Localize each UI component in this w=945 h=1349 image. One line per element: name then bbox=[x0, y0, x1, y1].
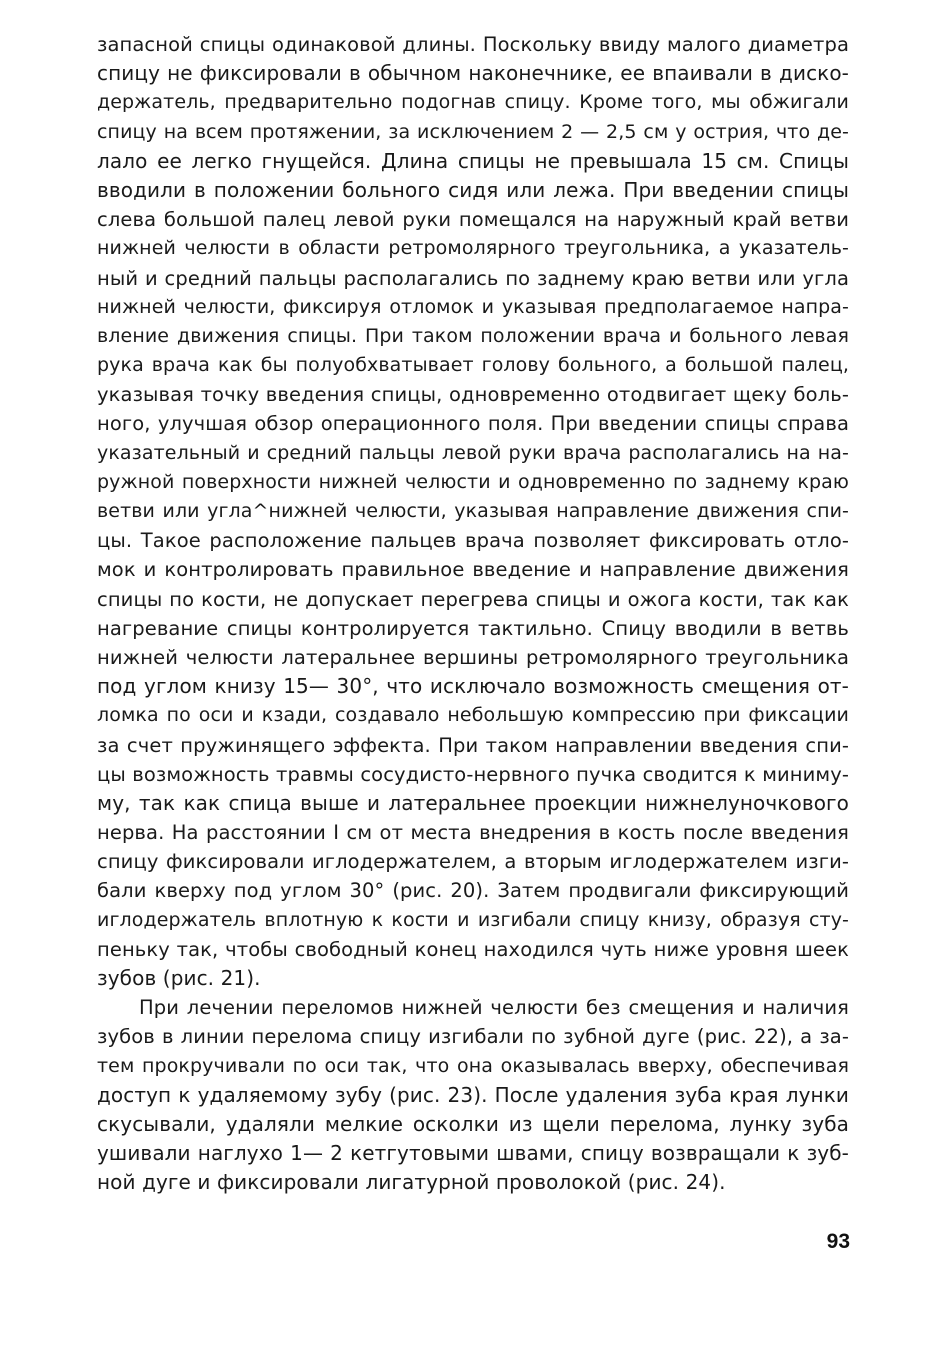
text-line: ружной поверхности нижней челюсти и одновременно по заднему краю bbox=[97, 470, 849, 493]
text-line: нагревание спицы контролируется тактильно. Спицу вводили в ветвь bbox=[97, 616, 849, 640]
text-line: бали кверху под углом 30° (рис. 20). Затем продвигали фиксирующий bbox=[97, 879, 849, 903]
text-line: зубов (рис. 21). bbox=[97, 966, 261, 990]
text-line: ломка по оси и кзади, создавало небольшую компрессию при фиксации bbox=[97, 704, 849, 727]
body-text bbox=[97, 30, 849, 1198]
text-line: тем прокручивали по оси так, что она оказывалась вверху, обеспечивая bbox=[97, 1054, 849, 1077]
text-line: цы возможность травмы сосудисто-нервного пучка сводится к миниму- bbox=[97, 762, 849, 786]
text-line: ного, улучшая обзор операционного поля. При введении спицы справа bbox=[97, 412, 849, 436]
text-line: вление движения спицы. При таком положении врача и больного левая bbox=[97, 324, 849, 347]
text-line: за счет пружинящего эффекта. При таком направлении введения спи- bbox=[97, 733, 849, 757]
text-line: скусывали, удаляли мелкие осколки из щели перелома, лунку зуба bbox=[97, 1111, 849, 1136]
text-line: вводили в положении больного сидя или лежа. При введении спицы bbox=[97, 177, 849, 202]
page-number: 93 bbox=[826, 1230, 850, 1253]
text-line: ушивали наглухо 1— 2 кетгутовыми швами, спицу возвращали к зуб- bbox=[97, 1141, 849, 1166]
text-line: ный и средний пальцы располагались по заднему краю ветви или угла bbox=[97, 266, 849, 290]
text-line: ной дуге и фиксировали лигатурной проволокой (рис. 24). bbox=[97, 1170, 726, 1195]
text-line: запасной спицы одинаковой длины. Поскольку ввиду малого диаметра bbox=[97, 33, 849, 56]
text-line: спицы по кости, не допускает перегрева спицы и ожога кости, так как bbox=[97, 587, 849, 611]
text-line: пеньку так, чтобы свободный конец находился чуть ниже уровня шеек bbox=[97, 937, 849, 961]
text-line: цы. Такое расположение пальцев врача позволяет фиксировать отло- bbox=[97, 529, 849, 553]
text-line: указательный и средний пальцы левой руки врача располагались на на- bbox=[97, 441, 849, 464]
text-line: нерва. На расстоянии I см от места внедрения в кость после введения bbox=[97, 821, 849, 845]
text-line: иглодержатель вплотную к кости и изгибали спицу книзу, образуя сту- bbox=[97, 908, 849, 931]
text-line: указывая точку введения спицы, одновременно отодвигает щеку боль- bbox=[97, 383, 849, 407]
text-line: спицу фиксировали иглодержателем, а вторым иглодержателем изги- bbox=[97, 850, 849, 874]
paragraph-2 bbox=[97, 993, 849, 1197]
text-line: нижней челюсти латеральнее вершины ретромолярного треугольника bbox=[97, 645, 849, 669]
text-line: рука врача как бы полуобхватывает голову больного, а большой палец, bbox=[97, 354, 849, 377]
text-line: нижней челюсти в области ретромолярного треугольника, а указатель- bbox=[97, 237, 849, 260]
text-line: спицу не фиксировали в обычном наконечнике, ее впаивали в диско- bbox=[97, 61, 849, 86]
text-line: держатель, предварительно подогнав спицу. Кроме того, мы обжигали bbox=[97, 91, 849, 114]
text-line: лало ее легко гнущейся. Длина спицы не превышала 15 см. Спицы bbox=[97, 148, 849, 173]
text-line: под углом книзу 15— 30°, что исключало возможность смещения от- bbox=[97, 674, 849, 699]
text-line: доступ к удаляемому зубу (рис. 23). После удаления зуба края лунки bbox=[97, 1082, 849, 1107]
text-line: нижней челюсти, фиксируя отломок и указывая предполагаемое напра- bbox=[97, 295, 849, 318]
text-line: му, так как спица выше и латеральнее проекции нижнелуночкового bbox=[97, 790, 849, 815]
text-line: ветви или угла^нижней челюсти, указывая направление движения спи- bbox=[97, 500, 849, 522]
paragraph-1 bbox=[97, 30, 849, 993]
text-line: слева большой палец левой руки помещался на наружный край ветви bbox=[97, 208, 849, 232]
text-line: При лечении переломов нижней челюсти без смещения и наличия bbox=[139, 996, 849, 1020]
text-line: спицу на всем протяжении, за исключением 2 — 2,5 см у острия, что де- bbox=[97, 120, 849, 143]
text-line: зубов в линии перелома спицу изгибали по зубной дуге (рис. 22), а за- bbox=[97, 1025, 849, 1049]
text-line: мок и контролировать правильное введение и направление движения bbox=[97, 558, 849, 582]
